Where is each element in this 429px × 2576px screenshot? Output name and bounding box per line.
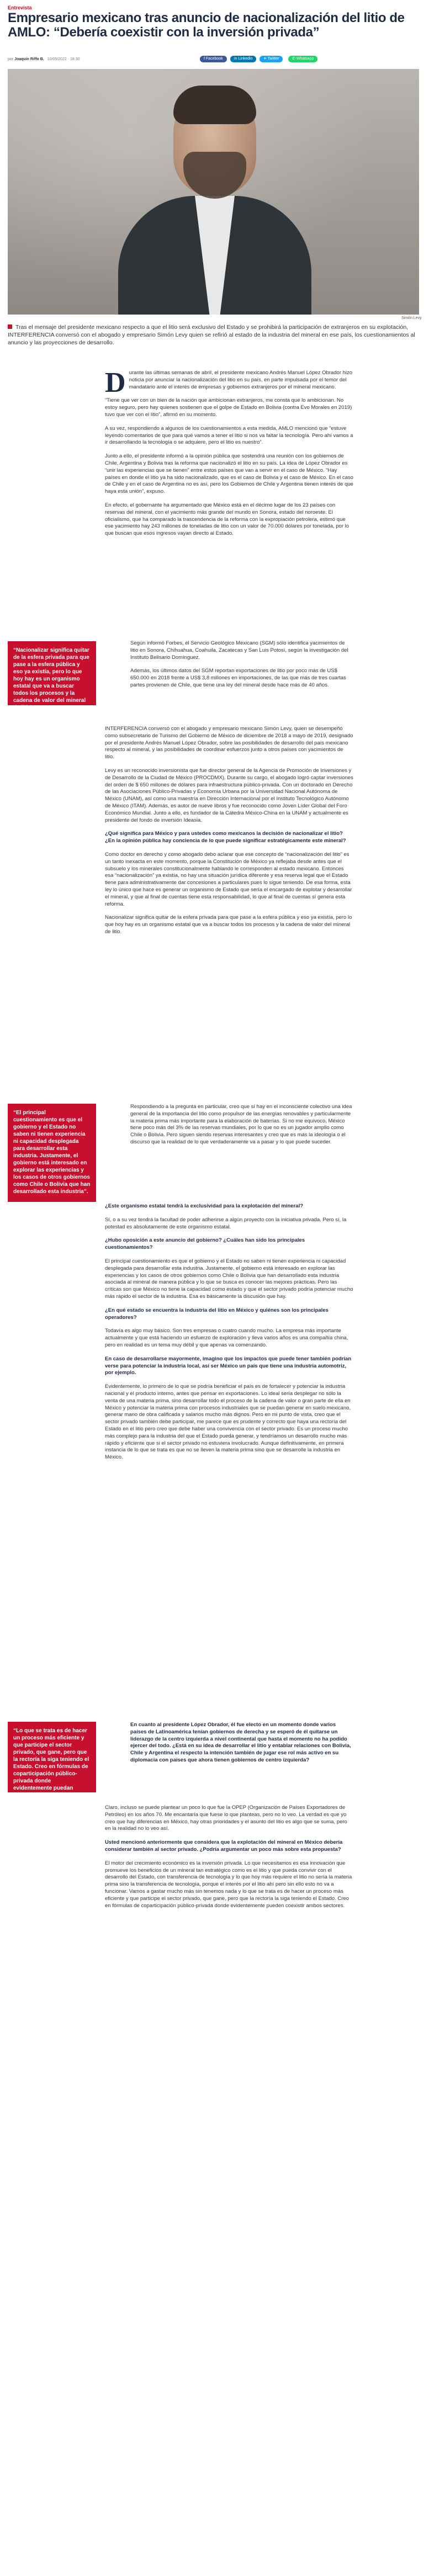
paragraph: INTERFERENCIA conversó con el abogado y empresario mexicano Simón Levy, quien se desempeñó como subsecretario de Turismo del Gobierno de México de diciembre de 2018 a mayo de 2019, designado por el presidente Andrés Manuel López Obrador, sobre las posibilidades de desarrollo del país mexicano respecto al mineral, y las posibilidades de coordinar esfuerzos junto a otros países con yacimientos de litio. bbox=[105, 726, 353, 760]
question: ¿Hubo oposición a este anuncio del gobierno? ¿Cuáles han sido los principales cuestionamientos? bbox=[105, 1237, 305, 1251]
dropcap: D bbox=[105, 367, 126, 398]
side-column-2 bbox=[130, 1104, 353, 1153]
question: ¿Este organismo estatal tendrá la exclusividad para la explotación del mineral? bbox=[105, 1203, 304, 1209]
paragraph: Además, los últimos datos del SGM reportan exportaciones de litio por poco más de US$ 650.000 en 2018 frente a US$ 3,8 millones en importaciones, de las que más de tres cuartas partes provienen de Chile, que tiene una ley del mineral desde hace más de 40 años. bbox=[130, 668, 346, 688]
question: Usted mencionó anteriormente que considera que la explotación del mineral en México debería considerar también al sector privado. ¿Podría argumentar un poco más sobre esta propuesta? bbox=[105, 1839, 343, 1853]
question: En caso de desarrollarse mayormente, imagino que los impactos que puede tener también podrían verse para potenciar la industria local, así ser México un país que tiene una industria automotriz, por ejemplo. bbox=[105, 1355, 352, 1376]
share-whatsapp-button[interactable]: ✆ Whatsapp bbox=[288, 56, 317, 62]
byline-prefix: por bbox=[8, 57, 14, 61]
article-title: Empresario mexicano tras anuncio de nacionalización del litio de AMLO: “Debería coexistir con la inversión privada” bbox=[8, 10, 405, 40]
paragraph: Junto a ello, el presidente informó a la opinión pública que sostendrá una reunión con los gobiernos de Chile, Argentina y Bolivia tras la reforma que nacionalizó el litio en su país. La idea de López Obrador es “unir las experiencias que se tienen” entre estos países que van a servir en el caso de México. “Hay países en donde el litio ya ha sido nacionalizado, que es el caso de Bolivia y el caso de México. En el caso de Chile y en el caso de Argentina no es así, pero los Gobiernos de Chile y Argentina tienen interés de que haya esta unión”, expuso. bbox=[105, 453, 353, 495]
paragraph: Todavía es algo muy básico. Son tres empresas o cuatro cuando mucho. La empresa más importante actualmente y que está haciendo un esfuerzo de exploración y lleva varios años es una compañía china, pero en realidad es un tema muy débil y que apenas va comenzando. bbox=[105, 1328, 348, 1348]
twitter-icon: ✦ bbox=[263, 57, 267, 61]
body-column-2 bbox=[105, 726, 353, 943]
paragraph: Levy es un reconocido inversionista que fue director general de la Agencia de Promoción de Inversiones y de Desarrollo de la Ciudad de México (PROCDMX). Durante su cargo, el abogado logró captar inversiones del orden de $ 650 millones de dólares para infraestructura público-privada. Con un doctorado en Derecho de las Asociaciones Público-Privadas y Economía Urbana por la Universidad Nacional Autónoma de México (UNAM), así como una maestría en Dirección Internacional por el Instituto Tecnológico Autónomo de México (ITAM). Además, es autor de nueve libros y fue reconocido como Joven Líder Global del Foro Económico Mundial. Junto a ello, es fundador de la Cátedra México-China en la UNAM y actualmente es presidente del fondo de inversión Ideasia. bbox=[105, 767, 353, 823]
paragraph: Nacionalizar significa quitar de la esfera privada para que pase a la esfera pública y eso ya existía, pero lo que hoy hay es un organismo estatal que va a buscar todos los procesos y la cadena de valor del mineral de litio. bbox=[105, 914, 352, 935]
linkedin-icon: in bbox=[234, 57, 237, 61]
paragraph: El principal cuestionamiento es que el gobierno y el Estado no saben ni tienen experiencia ni capacidad desplegada para desarrollar esta industria. Justamente, el gobierno está interesado en explorar las experiencias y los casos de otros gobiernos como Chile o Bolivia que han desarrollado esta industria asociada al mineral de manera pública y lo que se busca es conocer las mejores prácticas. Pero las críticas son que México no tiene la capacidad como estado y que el sector privado podría potenciar mucho más rápido el sector de la industria. Esa es básicamente la discusión que hay. bbox=[105, 1258, 353, 1300]
question: ¿En qué estado se encuentra la industria del litio en México y quiénes son los principales operadores? bbox=[105, 1307, 329, 1321]
pull-quote-2: “El principal cuestionamiento es que el gobierno y el Estado no saben ni tienen experiencia ni capacidad desplegada para desarrollar esta industria. Justamente, el gobierno está interesado en explorar las experiencias y los casos de otros gobiernos como Chile o Bolivia que han desarrollado esta industria”. bbox=[8, 1104, 96, 1202]
paragraph: Durante las últimas semanas de abril, el presidente mexicano Andrés Manuel López Obrador hizo noticia por anunciar la nacionalización del litio en su país, en parte impulsada por el temor del mandatario ante el interés de empresas y gobiernos extranjeros por el mineral mexicano. bbox=[105, 367, 353, 398]
byline-author[interactable]: Joaquín Riffo B. bbox=[14, 57, 44, 61]
share-linkedin-button[interactable]: in Linkedin bbox=[230, 56, 256, 62]
hero-photo bbox=[8, 69, 419, 315]
side-column-1 bbox=[130, 640, 353, 696]
facebook-icon: f bbox=[204, 57, 205, 61]
body-column-3 bbox=[105, 1203, 353, 1468]
photo-caption: Simón Levy bbox=[401, 316, 422, 320]
body-column-1 bbox=[105, 367, 353, 544]
pull-quote-3: “Lo que se trata es de hacer un proceso más eficiente y que participe el sector privado, que gane, pero que la rectoría la siga teniendo el Estado. Creo en fórmulas de coparticipación público-privada donde evidentemente puedan coexistir ambos sectores”. bbox=[8, 1722, 96, 1792]
share-facebook-button[interactable]: f Facebook bbox=[200, 56, 227, 62]
byline-date: 10/05/2022 · 18:30 bbox=[47, 57, 80, 61]
pull-quote-1: “Nacionalizar significa quitar de la esfera privada para que pase a la esfera pública y eso ya existía, pero lo que hoy hay es un organismo estatal que va a buscar todos los procesos y la cadena de valor del mineral de litio”. bbox=[8, 641, 96, 705]
question: ¿Qué significa para México y para ustedes como mexicanos la decisión de nacionalizar el litio? ¿En la opinión pública hay conciencia de lo que puede significar estratégicamente este mineral? bbox=[105, 831, 346, 844]
share-twitter-button[interactable]: ✦ Twitter bbox=[259, 56, 283, 62]
section-label[interactable]: Entrevista bbox=[8, 5, 32, 10]
side-column-3 bbox=[130, 1722, 353, 1771]
paragraph: Sí, o a su vez tendrá la facultad de poder adherirse a algún proyecto con la iniciativa privada. Pero sí, la potestad es absolutamente de este organismo estatal. bbox=[105, 1216, 347, 1230]
paragraph: Evidentemente, lo primero de lo que se podría beneficiar el país es de fortalecer y potenciar la industria nacional y el producto interno, antes que pensar en exportaciones. Lo ideal sería desplegar no sólo la venta de una materia prima, sino desarrollar todo el proceso de la cadena de valor o gran parte de ella en México y potenciar la materia prima con procesos industriales que se puedan generar en suelo mexicano, generar mano de obra calificada y salarios mucho más dignos. Pero en mi punto de vista, creo que el sector privado también debe participar, me parece que es prudente y correcto que haya una rectoría del Estado en el litio pero creo que debe haber una convivencia con el sector privado. Es un proceso mucho más complejo para la industria del que el Estado pueda generar, y tendríamos un desarrollo mucho más rápido y eficiente que si el sector privado no estuviera involucrado. Aunque definitivamente, en primera instancia de lo que se trata es que no se lleven la materia prima sino que se desarrolle la industria en México. bbox=[105, 1383, 351, 1461]
paragraph: Claro, incluso se puede plantear un poco lo que fue la OPEP (Organización de Países Exportadores de Petróleo) en los años 70. Me encantaría que fuese lo que planteas, pero no lo veo. La verdad es que yo creo que hay diferencias en México, hay otras prioridades y el asunto del litio es algo que se suma, pero en la realidad no lo veo así. bbox=[105, 1805, 347, 1832]
paragraph: En efecto, el gobernante ha argumentado que México está en el décimo lugar de los 23 países con reservas del mineral, con el yacimiento más grande del mundo en Sonora, estado del noroeste. El oficialismo, que ha comparado la trascendencia de la reforma con la expropiación petrolera, estimó que ese yacimiento hay 243 millones de toneladas de litio con un valor de 70.000 dólares por tonelada, por lo que buscan que esos ingresos vayan directo al Estado. bbox=[105, 502, 349, 537]
body-column-4 bbox=[105, 1805, 353, 1916]
paragraph: Según informó Forbes, el Servicio Geológico Mexicano (SGM) sólo identifica yacimientos de litio en Sonora, Chihuahua, Coahuila, Zacatecas y San Luis Potosí, según la investigación del Instituto Belisario Domínguez. bbox=[130, 640, 348, 661]
article-lead: Tras el mensaje del presidente mexicano respecto a que el litio será exclusivo del Estado y se prohibirá la participación de extranjeros en su explotación, INTERFERENCIA conversó con el abogado y empresario Simón Levy quien se refirió al estado de la industria del mineral en ese país, los cuestionamientos al anuncio y las proyecciones de desarrollo. bbox=[8, 324, 415, 346]
lead-marker-icon bbox=[8, 324, 12, 329]
byline bbox=[8, 57, 80, 61]
question: En cuanto al presidente López Obrador, él fue electo en un momento donde varios países de Latinoamérica tenían gobiernos de derecha y se esperó de él quitarse un liderazgo de la centro izquierda a nivel continental que hasta el momento no ha podido ejercer del todo. ¿Está en su idea de desarrollar el litio y entablar relaciones con Bolivia, Chile y Argentina el respecto la intención también de jugar ese rol más activo en su diplomacia con países que ahora tienen gobiernos de centro izquierda? bbox=[130, 1722, 351, 1763]
paragraph: A su vez, respondiendo a algunos de los cuestionamientos a esta medida, AMLO mencionó que “estuve leyendo comentarios de que para qué vamos a tener el litio si nos va faltar la tecnología. Pero ahí vamos a ir desarrollando la tecnología o se adquiere, pero el litio es nuestro”. bbox=[105, 425, 353, 446]
paragraph: El motor del crecimiento económico es la inversión privada. Lo que necesitamos es esa innovación que promueve los beneficios de un mineral tan estratégico como es el litio y que pueda convivir con el desarrollo del Estado, con transferencia de tecnología y lo que hoy más requiere el litio no sería la materia prima sino la transferencia de tecnología, porque el interés por el litio ahí pero sin ello esto no va a funcionar. Vamos a gastar mucho más sin tenemos nada y lo que se trata es de hacer un proceso más eficiente y que participe el sector privado, que gane, pero que la rectoría la siga teniendo el Estado. Creo en fórmulas de coparticipación público-privada donde evidentemente pueden coexistir ambos sectores. bbox=[105, 1860, 352, 1909]
paragraph: Como doctor en derecho y como abogado debo aclarar que ese concepto de “nacionalización del litio” es un tanto inexacta en este momento, porque la Constitución de México ya reflejaba desde antes que el subsuelo y los minerales constitucionalmente hablando le corresponden al estado mexicano. Entonces esa “nacionalización” ya existía, no hay una situación jurídica diferente y esa reserva legal que el Estado tiene para administrativamente dar concesiones a particulares pues lo sigue teniendo. De esa forma, esta ley lo único que hace es generar un organismo de Estado que sería el encargado de explotar y desarrollar el mineral, y que al final de cuentas tiene esta responsabilidad, lo que al final de cuentas sí genera esta reforma. bbox=[105, 851, 352, 907]
paragraph: Respondiendo a la pregunta en particular, creo que sí hay en el inconsciente colectivo una idea general de la importancia del litio como propulsor de las energías renovables y particularmente la materia prima más importante para la elaboración de baterías. Si no me equivoco, México tiene poco más del 3% de las reservas mundiales, por lo que no es un jugador amplio como Chile o Bolivia. Pero siguen siendo reservas interesantes y creo que es más la ideología o el discurso que la realidad de lo que verdaderamente va a pasar y lo que puede suceder. bbox=[130, 1104, 352, 1145]
whatsapp-icon: ✆ bbox=[292, 57, 295, 61]
paragraph: “Tiene que ver con un bien de la nación que ambicionan extranjeros, me consta que lo ambicionan. No estoy seguro, pero hay quienes sostienen que el golpe de Estado en Bolivia (contra Evo Morales en 2019) tuvo que ver con el litio”, afirmó en su momento. bbox=[105, 397, 352, 418]
